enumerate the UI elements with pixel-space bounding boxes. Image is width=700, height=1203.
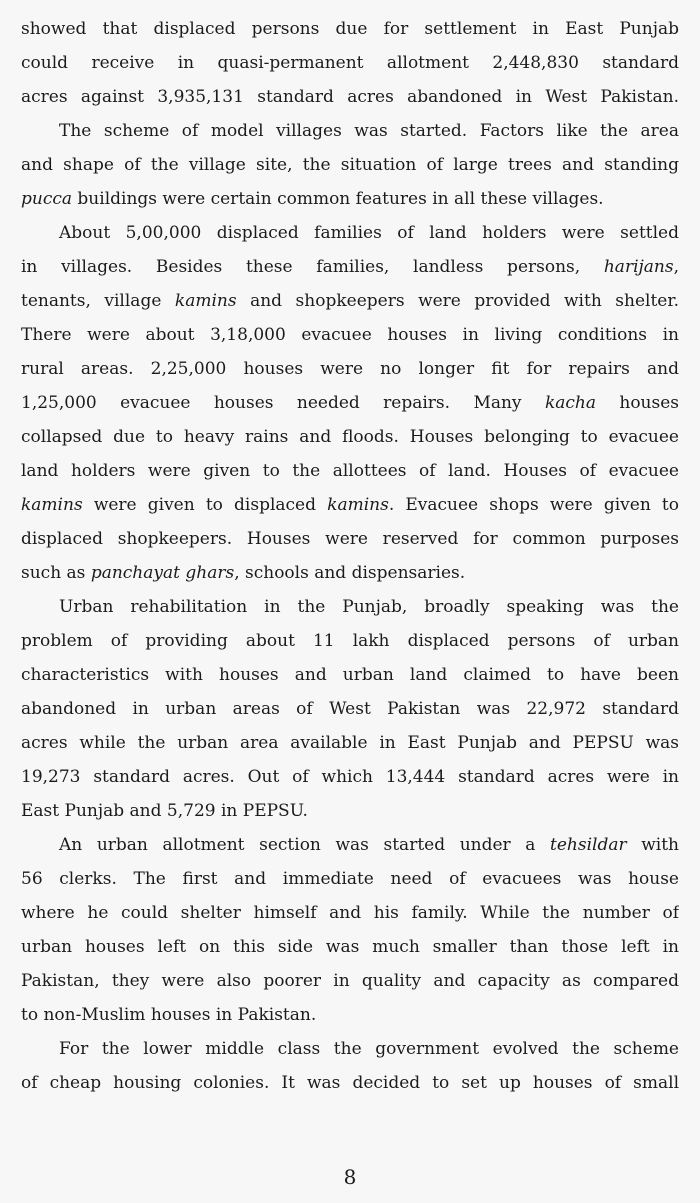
- text-segment: land holders were given to the allottees of land. Houses of evacuee: [21, 461, 679, 481]
- text-line: [21, 964, 679, 998]
- text-segment: such as: [21, 563, 91, 583]
- paragraph: [21, 114, 679, 216]
- text-segment: urban houses left on this side was much smaller than those left in: [21, 937, 679, 957]
- text-segment: Urban rehabilitation in the Punjab, broadly speaking was the: [59, 597, 679, 617]
- italic-term: kamins: [174, 291, 237, 311]
- text-line: [21, 148, 679, 182]
- text-segment: acres against 3,935,131 standard acres abandoned in West Pakistan.: [21, 87, 679, 107]
- text-segment: , schools and dispensaries.: [234, 563, 466, 583]
- text-segment: collapsed due to heavy rains and floods. Houses belonging to evacuee: [21, 427, 679, 447]
- text-line: [21, 828, 679, 862]
- text-line: [21, 930, 679, 964]
- text-line: [21, 760, 679, 794]
- text-segment: There were about 3,18,000 evacuee houses in living conditions in: [21, 325, 679, 345]
- text-line: [21, 114, 679, 148]
- text-segment: 1,25,000 evacuee houses needed repairs. Many: [21, 393, 545, 413]
- text-line: [21, 726, 679, 760]
- text-line: [21, 794, 679, 828]
- text-line: [21, 590, 679, 624]
- text-segment: 56 clerks. The first and immediate need of evacuees was house: [21, 869, 679, 889]
- text-segment: were given to displaced: [82, 495, 328, 515]
- text-line: [21, 80, 679, 114]
- text-segment: of cheap housing colonies. It was decided to set up houses of small: [21, 1073, 679, 1093]
- text-segment: could receive in quasi-permanent allotment 2,448,830 standard: [21, 53, 679, 73]
- text-segment: showed that displaced persons due for settlement in East Punjab: [21, 19, 679, 39]
- italic-term: pucca: [21, 189, 73, 209]
- page-number: 8: [343, 1165, 357, 1189]
- text-segment: rural areas. 2,25,000 houses were no longer fit for repairs and: [21, 359, 679, 379]
- text-segment: houses: [595, 393, 679, 413]
- italic-term: kamins: [21, 495, 83, 515]
- text-line: [21, 862, 679, 896]
- text-line: [21, 488, 679, 522]
- text-line: [21, 386, 679, 420]
- italic-term: harijans: [603, 257, 674, 277]
- text-segment: An urban allotment section was started under a: [59, 835, 551, 855]
- text-line: [21, 250, 679, 284]
- text-line: [21, 216, 679, 250]
- text-segment: buildings were certain common features in all these villages.: [72, 189, 604, 209]
- page-text: [21, 12, 679, 1100]
- text-line: [21, 454, 679, 488]
- text-segment: ,: [673, 257, 679, 277]
- text-line: [21, 182, 679, 216]
- text-segment: . Evacuee shops were given to: [388, 495, 679, 515]
- text-line: [21, 692, 679, 726]
- text-line: [21, 522, 679, 556]
- text-line: [21, 624, 679, 658]
- italic-term: kacha: [544, 393, 596, 413]
- text-line: [21, 318, 679, 352]
- text-line: [21, 284, 679, 318]
- text-segment: and shape of the village site, the situation of large trees and standing: [21, 155, 679, 175]
- text-segment: East Punjab and 5,729 in PEPSU.: [21, 801, 308, 821]
- paragraph: [21, 216, 679, 590]
- text-segment: characteristics with houses and urban land claimed to have been: [21, 665, 679, 685]
- text-line: [21, 420, 679, 454]
- text-line: [21, 352, 679, 386]
- text-line: [21, 12, 679, 46]
- text-segment: About 5,00,000 displaced families of land holders were settled: [59, 223, 679, 243]
- text-line: [21, 1032, 679, 1066]
- text-segment: tenants, village: [21, 291, 175, 311]
- text-line: [21, 46, 679, 80]
- text-line: [21, 556, 679, 590]
- italic-term: panchayat ghars: [90, 563, 235, 583]
- text-segment: Pakistan, they were also poorer in quality and capacity as compared: [21, 971, 679, 991]
- text-segment: For the lower middle class the government evolved the scheme: [59, 1039, 679, 1059]
- text-segment: and shopkeepers were provided with shelter.: [236, 291, 679, 311]
- text-segment: 19,273 standard acres. Out of which 13,444 standard acres were in: [21, 767, 679, 787]
- text-segment: with: [626, 835, 679, 855]
- text-segment: where he could shelter himself and his family. While the number of: [21, 903, 679, 923]
- text-segment: acres while the urban area available in East Punjab and PEPSU was: [21, 733, 679, 753]
- text-segment: problem of providing about 11 lakh displaced persons of urban: [21, 631, 679, 651]
- text-line: [21, 1066, 679, 1100]
- italic-term: tehsildar: [550, 835, 627, 855]
- paragraph: [21, 1032, 679, 1100]
- text-line: [21, 896, 679, 930]
- paragraph: [21, 828, 679, 1032]
- text-segment: in villages. Besides these families, landless persons,: [21, 257, 604, 277]
- paragraph: [21, 590, 679, 828]
- text-segment: to non-Muslim houses in Pakistan.: [21, 1005, 317, 1025]
- italic-term: kamins: [327, 495, 389, 515]
- text-segment: displaced shopkeepers. Houses were reserved for common purposes: [21, 529, 679, 549]
- text-line: [21, 658, 679, 692]
- paragraph: [21, 12, 679, 114]
- text-segment: abandoned in urban areas of West Pakistan was 22,972 standard: [21, 699, 679, 719]
- text-segment: The scheme of model villages was started. Factors like the area: [59, 121, 679, 141]
- text-line: [21, 998, 679, 1032]
